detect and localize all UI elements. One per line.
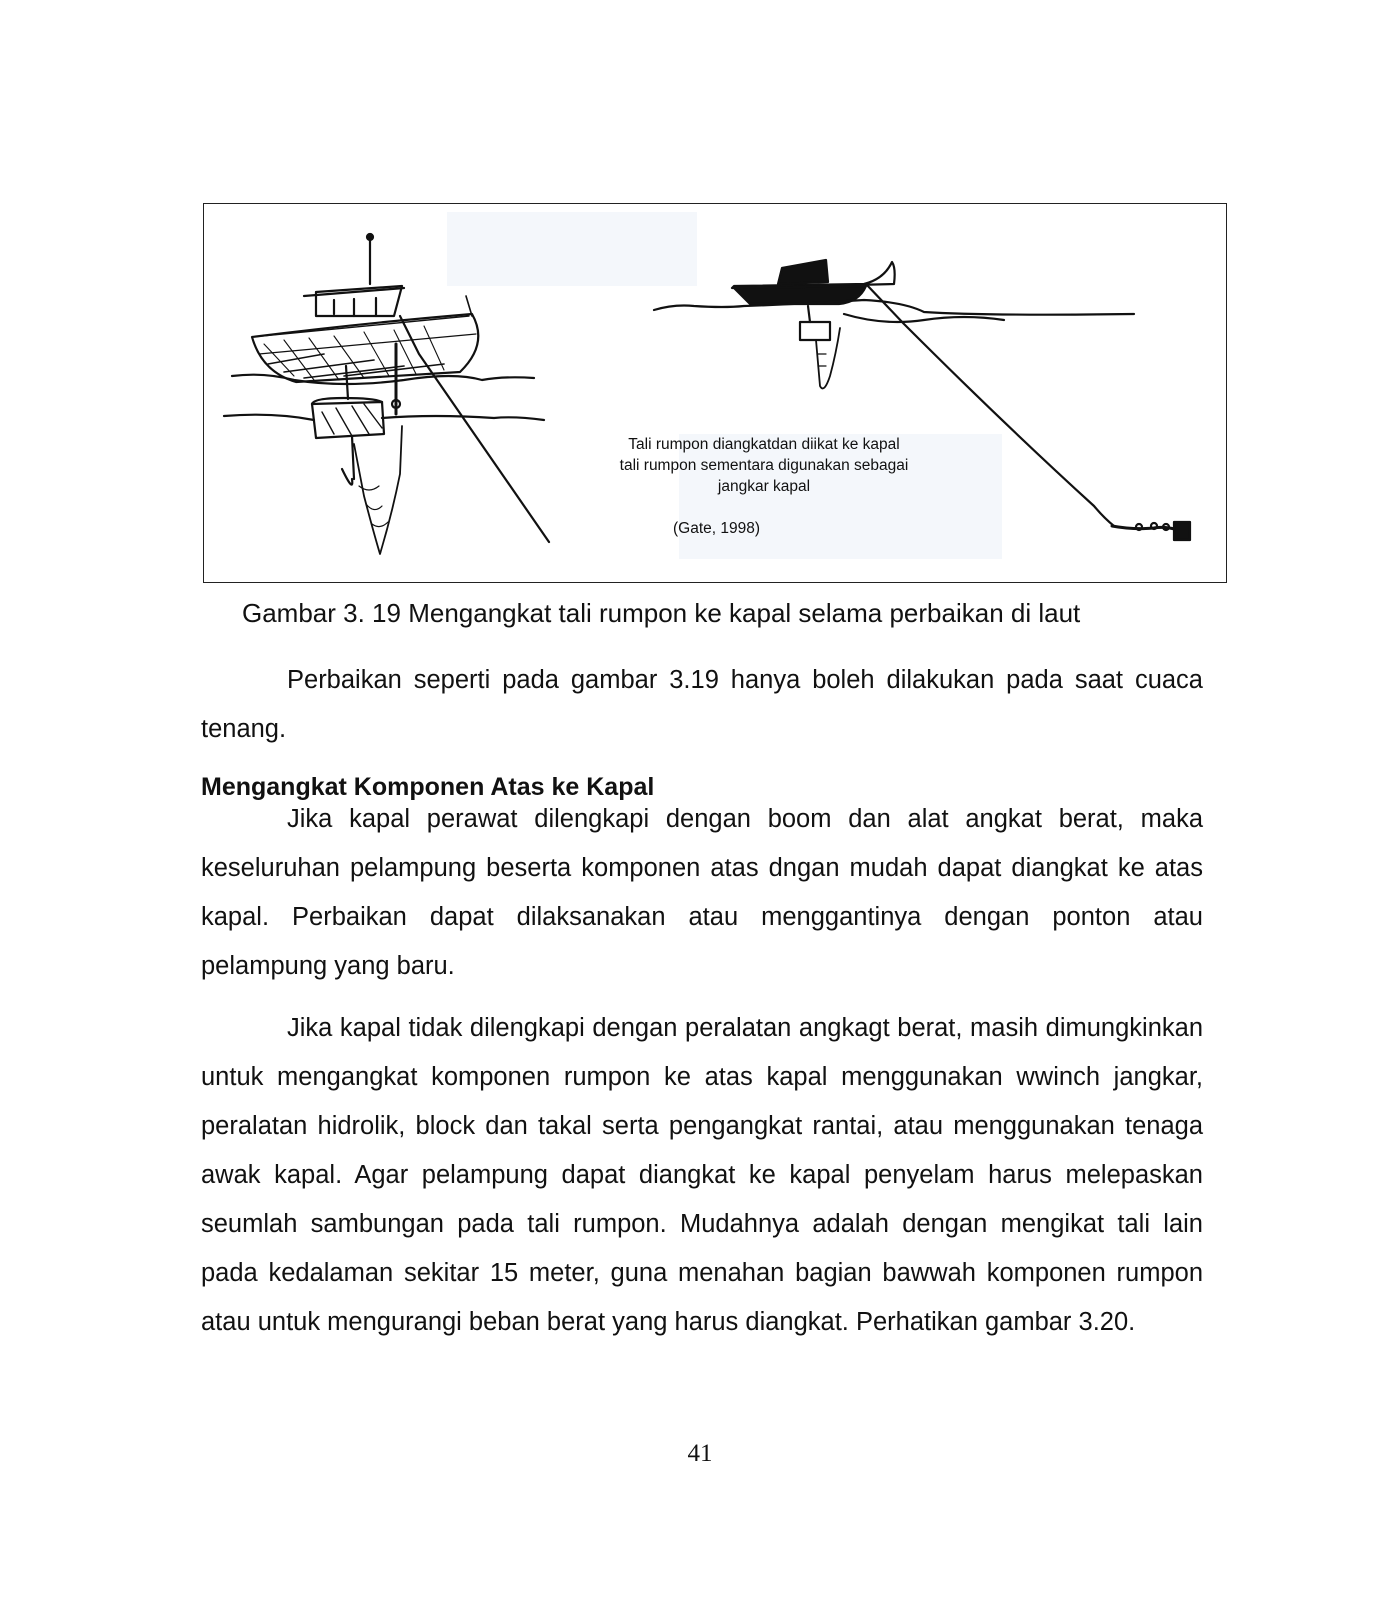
- figure-caption: Gambar 3. 19 Mengangkat tali rumpon ke kapal selama perbaikan di laut: [242, 598, 1081, 628]
- page-number: 41: [687, 1440, 713, 1467]
- paragraph-3-text: Jika kapal tidak dilengkapi dengan peralatan angkagt berat, masih dimungkinkan untuk mengangkat komponen rumpon ke atas kapal menggunakan wwinch jangkar, peralatan hidrolik, block dan takal serta pengangkat rantai, atau menggunakan tenaga awak kapal. Agar pelampung dapat diangkat ke kapal penyelam harus melepaskan seumlah sambungan pada tali rumpon. Mudahnya adalah dengan mengikat tali lain pada kedalaman sekitar 15 meter, guna menahan bagian bawwah komponen rumpon atau untuk mengurangi beban berat yang harus diangkat. Perhatikan gambar 3.20.: [201, 1014, 1203, 1336]
- left-boat-drawing: [224, 234, 549, 554]
- annotation-line-3: jangkar kapal: [717, 478, 811, 495]
- annotation-line-2: tali rumpon sementara digunakan sebagai: [619, 457, 909, 474]
- paragraph-2: [201, 795, 1203, 991]
- paragraph-2-text: Jika kapal perawat dilengkapi dengan boom dan alat angkat berat, maka keseluruhan pelampung beserta komponen atas dngan mudah dapat diangkat ke atas kapal. Perbaikan dapat dilaksanakan atau menggantinya dengan ponton atau pelampung yang baru.: [201, 805, 1203, 980]
- figure-annotation: [599, 434, 929, 539]
- figure-citation: (Gate, 1998): [672, 520, 761, 537]
- paragraph-1: [201, 656, 1203, 754]
- annotation-line-1: Tali rumpon diangkatdan diikat ke kapal: [628, 436, 900, 453]
- paragraph-3: [201, 1004, 1203, 1347]
- paragraph-1-text: Perbaikan seperti pada gambar 3.19 hanya boleh dilakukan pada saat cuaca tenang.: [201, 666, 1203, 743]
- section-heading: Mengangkat Komponen Atas ke Kapal: [201, 773, 655, 801]
- figure-3-19: [203, 203, 1227, 583]
